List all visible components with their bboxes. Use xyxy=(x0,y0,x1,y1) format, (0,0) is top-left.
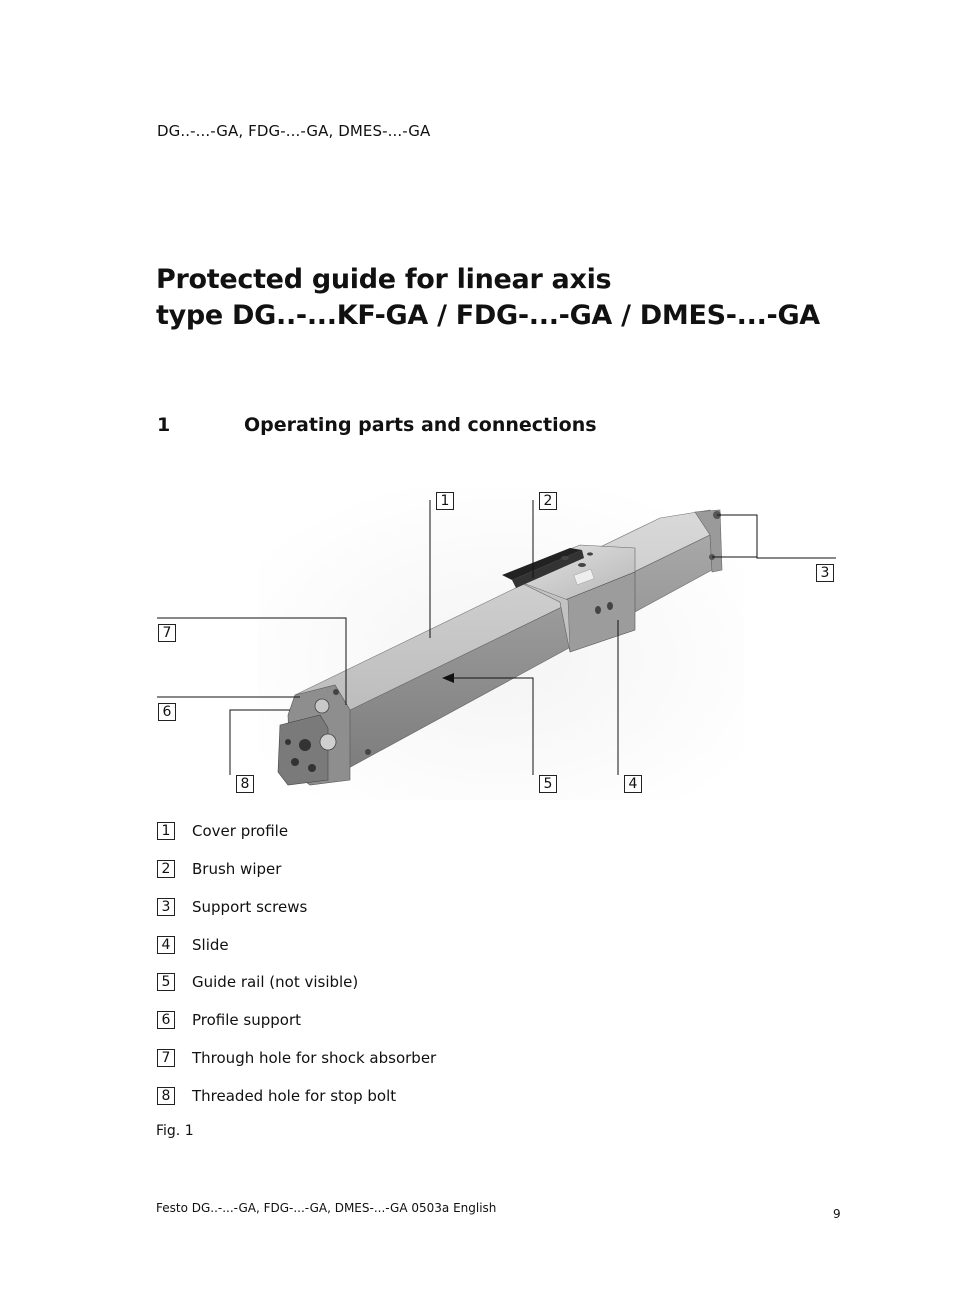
callout-3: 3 xyxy=(816,564,834,582)
legend-number: 1 xyxy=(157,822,175,840)
legend-number: 3 xyxy=(157,898,175,916)
legend-label: Threaded hole for stop bolt xyxy=(192,1087,397,1105)
linear-axis-figure xyxy=(150,480,850,810)
page-number: 9 xyxy=(833,1207,841,1221)
legend-number: 2 xyxy=(157,860,175,878)
legend-number: 4 xyxy=(157,936,175,954)
callout-1: 1 xyxy=(436,492,454,510)
footer-text: Festo DG..-...-GA, FDG-...-GA, DMES-...-GA 0503a English xyxy=(156,1201,497,1215)
legend-number: 8 xyxy=(157,1087,175,1105)
legend-label: Through hole for shock absorber xyxy=(192,1049,437,1067)
legend-number: 7 xyxy=(157,1049,175,1067)
title-line-1: Protected guide for linear axis xyxy=(156,264,612,295)
legend-label: Support screws xyxy=(192,898,308,916)
callout-7: 7 xyxy=(158,624,176,642)
callout-4: 4 xyxy=(624,775,642,793)
figure-caption: Fig. 1 xyxy=(156,1123,194,1139)
callout-5: 5 xyxy=(539,775,557,793)
page-title xyxy=(156,262,820,334)
legend-label: Brush wiper xyxy=(192,860,282,878)
section-number: 1 xyxy=(157,414,171,436)
legend-label: Cover profile xyxy=(192,822,289,840)
title-line-2: type DG..-...KF-GA / FDG-...-GA / DMES-...-GA xyxy=(156,300,820,331)
callout-6: 6 xyxy=(158,703,176,721)
legend-label: Guide rail (not visible) xyxy=(192,973,359,991)
running-header: DG..-...-GA, FDG-...-GA, DMES-...-GA xyxy=(157,122,431,140)
callout-2: 2 xyxy=(539,492,557,510)
legend-number: 5 xyxy=(157,973,175,991)
linear-axis-illustration xyxy=(150,480,850,810)
section-heading: Operating parts and connections xyxy=(244,414,597,436)
legend-number: 6 xyxy=(157,1011,175,1029)
callout-8: 8 xyxy=(236,775,254,793)
legend-label: Slide xyxy=(192,936,229,954)
legend-label: Profile support xyxy=(192,1011,301,1029)
